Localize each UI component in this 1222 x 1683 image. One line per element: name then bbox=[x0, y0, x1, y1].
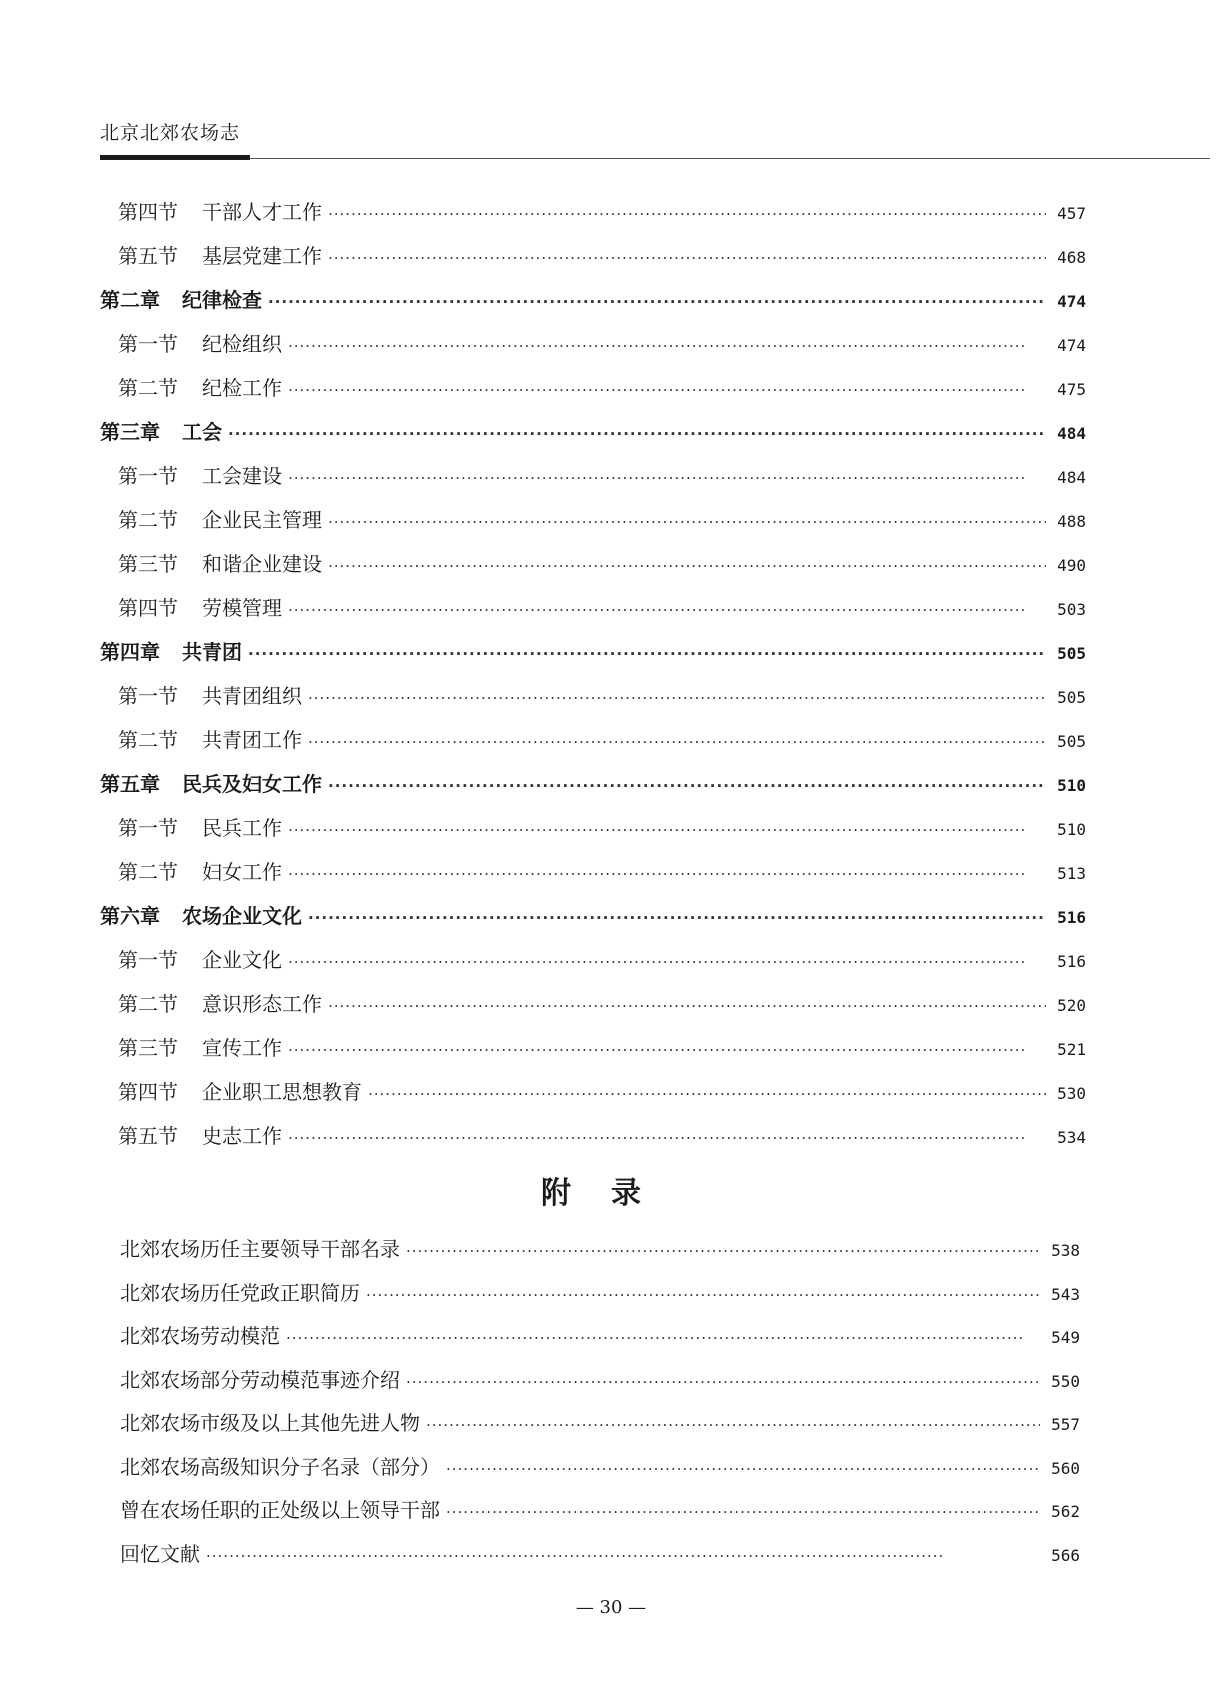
entry-title: 曾在农场任职的正处级以上领导干部 bbox=[120, 1498, 440, 1522]
entry-number: 第二节 bbox=[118, 728, 178, 752]
entry-number: 第一节 bbox=[118, 332, 178, 356]
entry-number: 第一节 bbox=[118, 464, 178, 488]
entry-number: 第一节 bbox=[118, 816, 178, 840]
dot-leader bbox=[268, 280, 1046, 324]
dot-leader bbox=[288, 852, 1046, 896]
entry-number: 第四节 bbox=[118, 200, 178, 224]
dot-leader bbox=[328, 192, 1046, 236]
dot-leader bbox=[288, 940, 1046, 984]
entry-title: 干部人才工作 bbox=[202, 200, 322, 224]
toc-section-entry[interactable] bbox=[100, 322, 1086, 366]
dot-leader bbox=[228, 412, 1046, 456]
toc-section-entry[interactable] bbox=[100, 1070, 1086, 1114]
entry-number: 第三章 bbox=[100, 420, 160, 444]
toc-chapter-entry[interactable] bbox=[100, 410, 1086, 454]
book-title-header: 北京北郊农场志 bbox=[100, 122, 241, 144]
entry-title: 妇女工作 bbox=[202, 860, 282, 884]
entry-title: 北郊农场市级及以上其他先进人物 bbox=[120, 1411, 420, 1435]
entry-number: 第三节 bbox=[118, 1036, 178, 1060]
appendix-heading: 附录 bbox=[541, 1176, 681, 1211]
dot-leader bbox=[288, 368, 1046, 412]
header-rule-thin bbox=[250, 158, 1210, 159]
entry-title: 北郊农场部分劳动模范事迹介绍 bbox=[120, 1367, 400, 1392]
dot-leader bbox=[288, 1028, 1046, 1072]
dot-leader bbox=[406, 1361, 1040, 1405]
entry-page-number: 560 bbox=[1051, 1458, 1080, 1478]
toc-section-entry[interactable] bbox=[100, 190, 1086, 234]
entry-number: 第四节 bbox=[118, 596, 178, 620]
entry-number: 第二节 bbox=[118, 508, 178, 532]
entry-title: 意识形态工作 bbox=[202, 992, 322, 1016]
toc-section-entry[interactable] bbox=[100, 542, 1086, 586]
dot-leader bbox=[446, 1448, 1040, 1492]
toc-section-entry[interactable] bbox=[100, 850, 1086, 894]
toc-section-entry[interactable] bbox=[100, 982, 1086, 1026]
entry-page-number: 457 bbox=[1057, 204, 1086, 223]
entry-number: 第五节 bbox=[118, 244, 178, 268]
entry-title: 纪律检查 bbox=[182, 288, 262, 312]
entry-page-number: 521 bbox=[1057, 1040, 1086, 1059]
dot-leader bbox=[328, 984, 1046, 1028]
toc-section-entry[interactable] bbox=[100, 586, 1086, 630]
dot-leader bbox=[288, 808, 1046, 852]
toc-section-entry[interactable] bbox=[100, 454, 1086, 498]
entry-page-number: 562 bbox=[1051, 1502, 1080, 1521]
dot-leader bbox=[426, 1404, 1040, 1448]
entry-title: 劳模管理 bbox=[202, 596, 282, 620]
appendix-entry[interactable] bbox=[120, 1228, 1080, 1272]
entry-title: 北郊农场高级知识分子名录（部分） bbox=[120, 1454, 440, 1479]
dot-leader bbox=[308, 676, 1046, 720]
entry-title: 史志工作 bbox=[202, 1124, 282, 1148]
toc-section-entry[interactable] bbox=[100, 498, 1086, 542]
entry-title: 工会建设 bbox=[202, 464, 282, 488]
toc-section-entry[interactable] bbox=[100, 806, 1086, 850]
appendix-list bbox=[120, 1228, 1080, 1576]
dot-leader bbox=[328, 764, 1046, 808]
toc-section-entry[interactable] bbox=[100, 718, 1086, 762]
entry-page-number: 505 bbox=[1057, 688, 1086, 707]
toc-section-entry[interactable] bbox=[100, 1114, 1086, 1158]
dot-leader bbox=[406, 1230, 1040, 1274]
dot-leader bbox=[308, 720, 1046, 764]
entry-number: 第五章 bbox=[100, 772, 160, 796]
entry-number: 第三节 bbox=[118, 552, 178, 576]
entry-number: 第二章 bbox=[100, 288, 160, 312]
dot-leader bbox=[286, 1317, 1040, 1361]
entry-page-number: 516 bbox=[1057, 952, 1086, 971]
entry-title: 和谐企业建设 bbox=[202, 552, 322, 576]
entry-page-number: 520 bbox=[1057, 996, 1086, 1015]
dot-leader bbox=[308, 896, 1046, 940]
toc-section-entry[interactable] bbox=[100, 1026, 1086, 1070]
toc-section-entry[interactable] bbox=[100, 674, 1086, 718]
page-number: — 30 — bbox=[575, 1597, 647, 1618]
entry-title: 民兵及妇女工作 bbox=[182, 772, 322, 796]
entry-page-number: 484 bbox=[1057, 468, 1086, 487]
entry-page-number: 475 bbox=[1057, 380, 1086, 399]
entry-title: 企业职工思想教育 bbox=[202, 1080, 362, 1104]
entry-page-number: 510 bbox=[1057, 820, 1086, 839]
entry-title: 北郊农场历任党政正职简历 bbox=[120, 1280, 360, 1305]
entry-page-number: 516 bbox=[1057, 908, 1086, 927]
appendix-entry[interactable] bbox=[120, 1315, 1080, 1359]
entry-title: 共青团组织 bbox=[202, 684, 302, 708]
entry-page-number: 488 bbox=[1057, 512, 1086, 531]
appendix-entry[interactable] bbox=[120, 1402, 1080, 1446]
entry-page-number: 566 bbox=[1051, 1545, 1080, 1565]
toc-chapter-entry[interactable] bbox=[100, 278, 1086, 322]
entry-page-number: 490 bbox=[1057, 556, 1086, 575]
entry-page-number: 474 bbox=[1057, 292, 1086, 311]
dot-leader bbox=[248, 632, 1046, 676]
toc-section-entry[interactable] bbox=[100, 938, 1086, 982]
entry-number: 第四章 bbox=[100, 640, 160, 664]
toc-chapter-entry[interactable] bbox=[100, 762, 1086, 806]
dot-leader bbox=[368, 1072, 1046, 1116]
toc-chapter-entry[interactable] bbox=[100, 630, 1086, 674]
dot-leader bbox=[288, 588, 1046, 632]
entry-page-number: 557 bbox=[1051, 1415, 1080, 1434]
entry-number: 第六章 bbox=[100, 904, 160, 928]
dot-leader bbox=[288, 324, 1046, 368]
entry-number: 第四节 bbox=[118, 1080, 178, 1104]
entry-number: 第二节 bbox=[118, 860, 178, 884]
toc-section-entry[interactable] bbox=[100, 366, 1086, 410]
entry-title: 共青团 bbox=[182, 640, 242, 664]
entry-number: 第五节 bbox=[118, 1124, 178, 1148]
entry-page-number: 505 bbox=[1057, 732, 1086, 751]
appendix-entry[interactable] bbox=[120, 1489, 1080, 1533]
entry-title: 宣传工作 bbox=[202, 1036, 282, 1060]
entry-page-number: 513 bbox=[1057, 864, 1086, 883]
entry-title: 纪检工作 bbox=[202, 376, 282, 400]
entry-title: 纪检组织 bbox=[202, 332, 282, 356]
entry-title: 回忆文献 bbox=[120, 1541, 200, 1566]
toc-chapter-entry[interactable] bbox=[100, 894, 1086, 938]
entry-page-number: 543 bbox=[1051, 1284, 1080, 1304]
dot-leader bbox=[206, 1535, 1040, 1579]
entry-page-number: 530 bbox=[1057, 1084, 1086, 1103]
entry-page-number: 484 bbox=[1057, 424, 1086, 443]
entry-title: 基层党建工作 bbox=[202, 244, 322, 268]
dot-leader bbox=[288, 1116, 1046, 1160]
entry-page-number: 534 bbox=[1057, 1128, 1086, 1147]
dot-leader bbox=[328, 500, 1046, 544]
entry-number: 第二节 bbox=[118, 992, 178, 1016]
header-rule-thick bbox=[100, 155, 250, 160]
appendix-entry[interactable] bbox=[120, 1446, 1080, 1490]
dot-leader bbox=[366, 1274, 1040, 1318]
toc-section-entry[interactable] bbox=[100, 234, 1086, 278]
entry-page-number: 538 bbox=[1051, 1241, 1080, 1260]
entry-title: 民兵工作 bbox=[202, 816, 282, 840]
entry-page-number: 474 bbox=[1057, 336, 1086, 355]
entry-page-number: 468 bbox=[1057, 248, 1086, 267]
entry-title: 企业民主管理 bbox=[202, 508, 322, 532]
entry-title: 农场企业文化 bbox=[182, 904, 302, 928]
entry-title: 北郊农场历任主要领导干部名录 bbox=[120, 1237, 400, 1261]
appendix-entry[interactable] bbox=[120, 1533, 1080, 1577]
dot-leader bbox=[446, 1491, 1040, 1535]
dot-leader bbox=[328, 544, 1046, 588]
entry-number: 第二节 bbox=[118, 376, 178, 400]
table-of-contents bbox=[100, 190, 1086, 1158]
entry-page-number: 550 bbox=[1051, 1371, 1080, 1391]
entry-title: 企业文化 bbox=[202, 948, 282, 972]
dot-leader bbox=[288, 456, 1046, 500]
entry-title: 工会 bbox=[182, 420, 222, 444]
appendix-entry[interactable] bbox=[120, 1359, 1080, 1403]
appendix-entry[interactable] bbox=[120, 1272, 1080, 1316]
entry-page-number: 549 bbox=[1051, 1328, 1080, 1347]
entry-number: 第一节 bbox=[118, 948, 178, 972]
entry-page-number: 505 bbox=[1057, 644, 1086, 663]
entry-page-number: 510 bbox=[1057, 776, 1086, 795]
entry-title: 北郊农场劳动模范 bbox=[120, 1324, 280, 1348]
entry-page-number: 503 bbox=[1057, 600, 1086, 619]
entry-number: 第一节 bbox=[118, 684, 178, 708]
dot-leader bbox=[328, 236, 1046, 280]
entry-title: 共青团工作 bbox=[202, 728, 302, 752]
